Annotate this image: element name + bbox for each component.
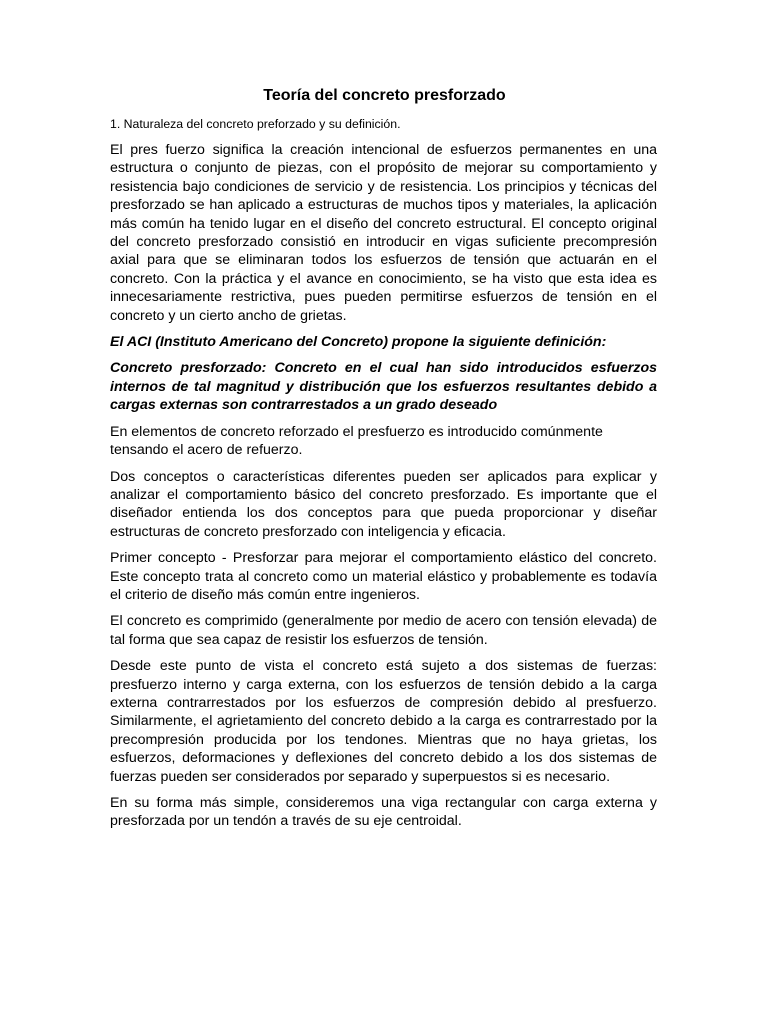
paragraph-aci-definition: Concreto presforzado: Concreto en el cual han sido introducidos esfuerzos internos de tal magnitud y distribución que los esfuerzos resultantes debido a cargas externas son contrarrestados a un grado deseado — [110, 360, 657, 414]
paragraph-first-concept: Primer concepto - Presforzar para mejorar el comportamiento elástico del concreto. Este concepto trata al concreto como un material elástico y probablemente es todavía el criterio de diseño más común entre ingenieros. — [110, 550, 657, 603]
paragraph-definition-intro: El pres fuerzo significa la creación intencional de esfuerzos permanentes en una estructura o conjunto de piezas, con el propósito de mejorar su comportamiento y resistencia bajo condiciones de servicio y de resistencia. Los principios y técnicas del presforzado se han aplicado a estructuras de muchos tipos y materiales, la aplicación más común ha tenido lugar en el diseño del concreto estructural. El concepto original del concreto presforzado consistió en introducir en vigas suficiente precompresión axial para que se eliminaran todos los esfuerzos de tensión que actuarán en el concreto. Con la práctica y el avance en conocimiento, se ha visto que esta idea es innecesariamente restrictiva, pues pueden permitirse esfuerzos de tensión en el concreto y un cierto ancho de grietas. — [110, 142, 657, 324]
paragraph-reinforced-concrete: En elementos de concreto reforzado el presfuerzo es introducido comúnmente tensando el acero de refuerzo. — [110, 423, 603, 459]
paragraph-force-systems: Desde este punto de vista el concreto está sujeto a dos sistemas de fuerzas: presfuerzo interno y carga externa, con los esfuerzos de tensión debido a la carga externa contrarrestados por los esfuerzos de compresión debido al presfuerzo. Similarmente, el agrietamiento del concreto debido a la carga es contrarrestado por la precompresión producida por los tendones. Mientras que no haya grietas, los esfuerzos, deformaciones y deflexiones del concreto debido a los dos sistemas de fuerzas pueden ser considerados por separado y superpuestos si es necesario. — [110, 658, 657, 785]
paragraph-simple-beam: En su forma más simple, consideremos una viga rectangular con carga externa y presforzada por un tendón a través de su eje centroidal. — [110, 795, 657, 830]
section-heading: 1. Naturaleza del concreto preforzado y su definición. — [110, 117, 401, 131]
paragraph-aci-intro: El ACI (Instituto Americano del Concreto) propone la siguiente definición: — [110, 334, 607, 351]
document-title: Teoría del concreto presforzado — [263, 87, 506, 104]
paragraph-two-concepts: Dos conceptos o características diferentes pueden ser aplicados para explicar y analizar el comportamiento básico del concreto presforzado. Es importante que el diseñador entienda los dos conceptos para que pueda proporcionar y diseñar estructuras de concreto presforzado con inteligencia y eficacia. — [110, 468, 657, 540]
paragraph-compression: El concreto es comprimido (generalmente por medio de acero con tensión elevada) de tal forma que sea capaz de resistir los esfuerzos de tensión. — [110, 613, 657, 648]
